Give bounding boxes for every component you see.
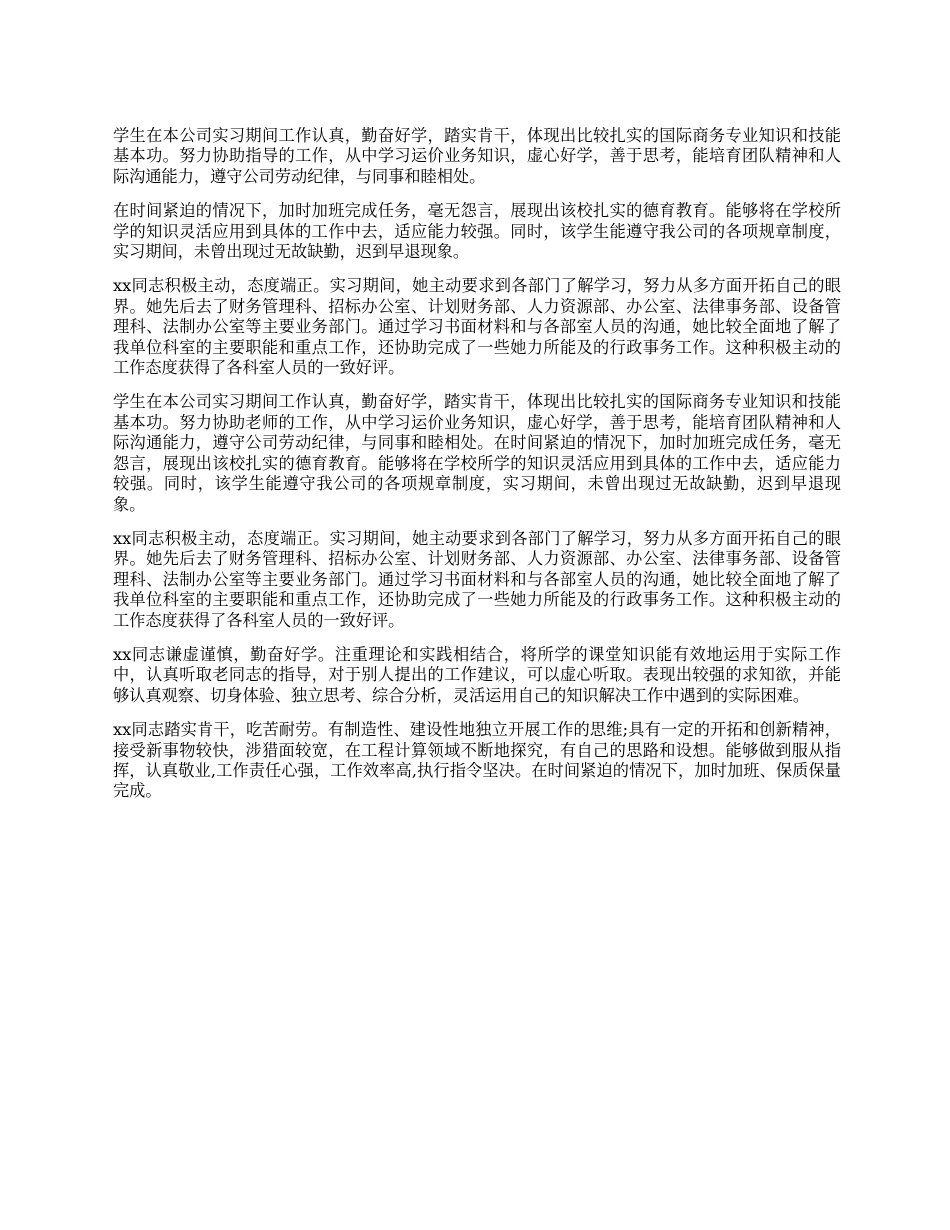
paragraph-6: xx同志谦虚谨慎，勤奋好学。注重理论和实践相结合，将所学的课堂知识能有效地运用于实际工作中，认真听取老同志的指导，对于别人提出的工作建议，可以虚心听取。表现出较强的求知欲，并能够认真观察、切身体验、独立思考、综合分析，灵活运用自己的知识解决工作中遇到的实际困难。 bbox=[113, 644, 841, 705]
paragraph-4: 学生在本公司实习期间工作认真，勤奋好学，踏实肯干，体现出比较扎实的国际商务专业知识和技能基本功。努力协助老师的工作，从中学习运价业务知识，虚心好学，善于思考，能培育团队精神和人际沟通能力，遵守公司劳动纪律，与同事和睦相处。在时间紧迫的情况下，加时加班完成任务，毫无怨言，展现出该校扎实的德育教育。能够将在学校所学的知识灵活应用到具体的工作中去，适应能力较强。同时，该学生能遵守我公司的各项规章制度，实习期间，未曾出现过无故缺勤，迟到早退现象。 bbox=[113, 392, 841, 514]
paragraph-7: xx同志踏实肯干，吃苦耐劳。有制造性、建设性地独立开展工作的思维;具有一定的开拓和创新精神，接受新事物较快，涉猎面较宽，在工程计算领域不断地探究，有自己的思路和设想。能够做到服从指挥，认真敬业,工作责任心强，工作效率高,执行指令坚决。在时间紧迫的情况下，加时加班、保质保量完成。 bbox=[113, 720, 841, 801]
paragraph-1: 学生在本公司实习期间工作认真，勤奋好学，踏实肯干，体现出比较扎实的国际商务专业知识和技能基本功。努力协助指导的工作，从中学习运价业务知识，虚心好学，善于思考，能培育团队精神和人际沟通能力，遵守公司劳动纪律，与同事和睦相处。 bbox=[113, 126, 841, 186]
document-body bbox=[113, 126, 841, 816]
paragraph-5: xx同志积极主动，态度端正。实习期间，她主动要求到各部门了解学习，努力从多方面开拓自己的眼界。她先后去了财务管理科、招标办公室、计划财务部、人力资源部、办公室、法律事务部、设备管理科、法制办公室等主要业务部门。通过学习书面材料和与各部室人员的沟通，她比较全面地了解了我单位科室的主要职能和重点工作，还协助完成了一些她力所能及的行政事务工作。这种积极主动的工作态度获得了各科室人员的一致好评。 bbox=[113, 528, 841, 630]
paragraph-3: xx同志积极主动，态度端正。实习期间，她主动要求到各部门了解学习，努力从多方面开拓自己的眼界。她先后去了财务管理科、招标办公室、计划财务部、人力资源部、办公室、法律事务部、设备管理科、法制办公室等主要业务部门。通过学习书面材料和与各部室人员的沟通，她比较全面地了解了我单位科室的主要职能和重点工作，还协助完成了一些她力所能及的行政事务工作。这种积极主动的工作态度获得了各科室人员的一致好评。 bbox=[113, 276, 841, 378]
paragraph-2: 在时间紧迫的情况下，加时加班完成任务，毫无怨言，展现出该校扎实的德育教育。能够将在学校所学的知识灵活应用到具体的工作中去，适应能力较强。同时，该学生能遵守我公司的各项规章制度，实习期间，未曾出现过无故缺勤，迟到早退现象。 bbox=[113, 201, 841, 262]
